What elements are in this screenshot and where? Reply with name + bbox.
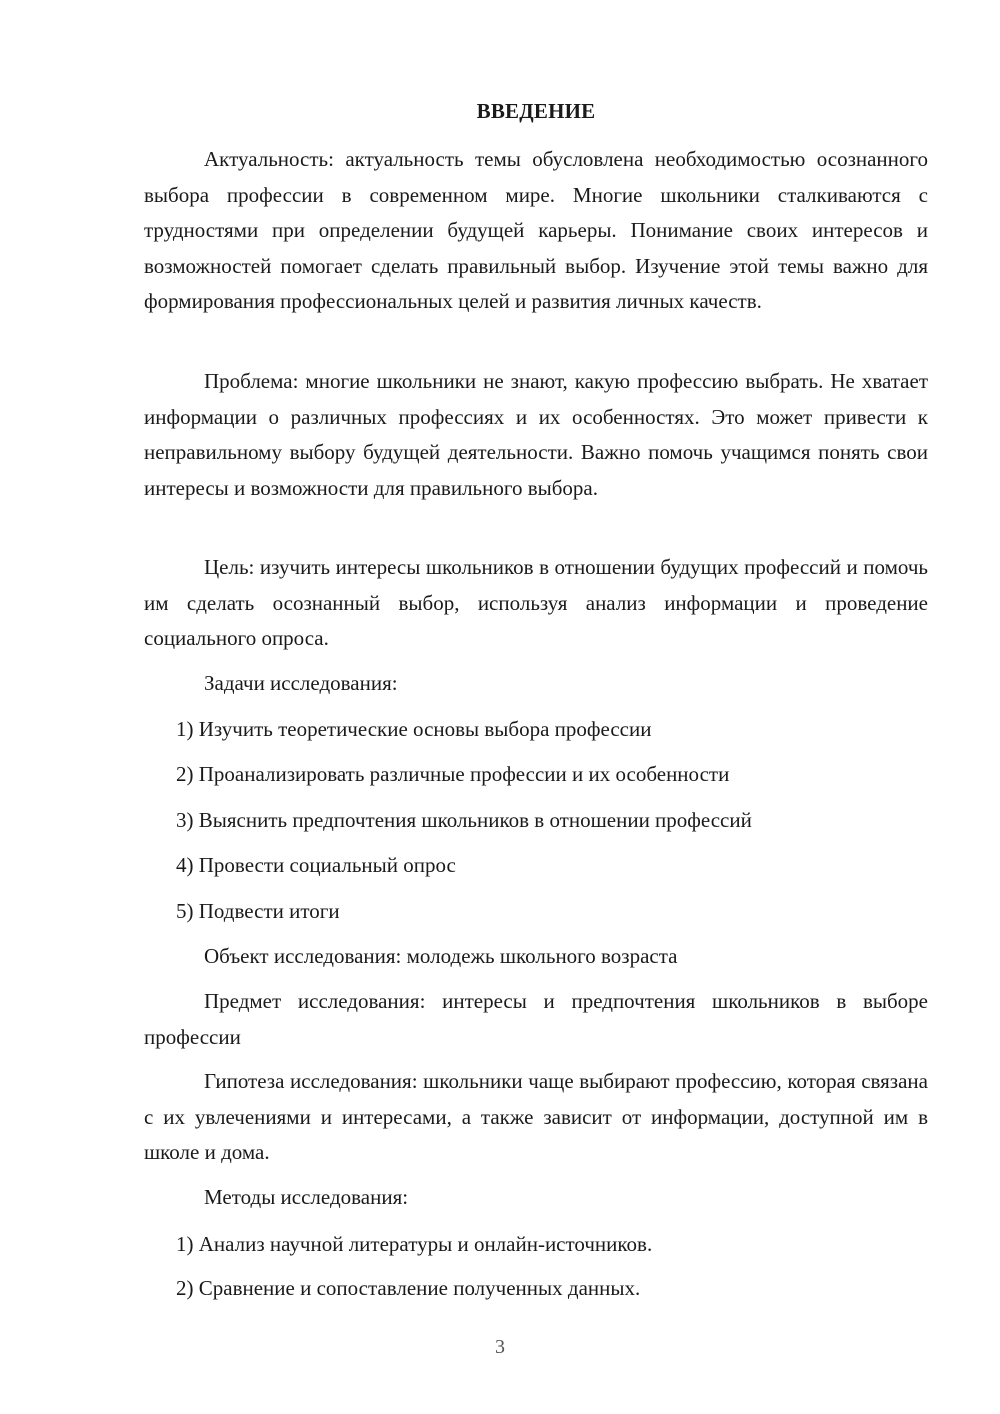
task-item-2-block [144,759,928,789]
problem-paragraph: Проблема: многие школьники не знают, какую профессию выбрать. Не хватает информации о различных профессиях и их особенностях. Это может привести к неправильному выбору будущей деятельности. Важно помочь учащимся понять свои интересы и возможности для правильного выбора. [144,369,928,500]
hypothesis-block [144,1064,928,1171]
hypothesis-paragraph: Гипотеза исследования: школьники чаще выбирают профессию, которая связана с их увлечениями и интересами, а также зависит от информации, доступной им в школе и дома. [144,1069,928,1164]
task-item: 5) Подвести итоги [176,899,340,923]
task-item-5-block [144,896,928,926]
task-item: 3) Выяснить предпочтения школьников в отношении профессий [176,808,752,832]
goal-paragraph: Цель: изучить интересы школьников в отношении будущих профессий и помочь им сделать осознанный выбор, используя анализ информации и проведение социального опроса. [144,555,928,650]
relevance-paragraph: Актуальность: актуальность темы обусловлена необходимостью осознанного выбора профессии в современном мире. Многие школьники сталкиваются с трудностями при определении будущей карьеры. Понимание своих интересов и возможностей помогает сделать правильный выбор. Изучение этой темы важно для формирования профессиональных целей и развития личных качеств. [144,147,928,313]
subject-paragraph: Предмет исследования: интересы и предпочтения школьников в выборе профессии [144,989,928,1049]
method-item-1-block [144,1229,928,1259]
task-item-1-block [144,714,928,744]
task-item-3-block [144,805,928,835]
task-item: 1) Изучить теоретические основы выбора профессии [176,717,652,741]
page-number: 3 [495,1336,505,1358]
goal-block [144,550,928,657]
tasks-heading-block [144,668,928,698]
task-item: 4) Провести социальный опрос [176,853,456,877]
problem-block [144,364,928,506]
method-item-2-block [144,1273,928,1303]
subject-block [144,984,928,1055]
object-block [144,941,928,971]
relevance-block [144,142,928,320]
object-line: Объект исследования: молодежь школьного возраста [204,944,678,968]
method-item: 1) Анализ научной литературы и онлайн-источников. [176,1232,653,1256]
tasks-heading: Задачи исследования: [204,671,398,695]
methods-heading: Методы исследования: [204,1185,409,1209]
methods-heading-block [144,1182,928,1212]
page-title: ВВЕДЕНИЕ [476,99,596,123]
task-item-4-block [144,850,928,880]
task-item: 2) Проанализировать различные профессии и их особенности [176,762,730,786]
method-item: 2) Сравнение и сопоставление полученных данных. [176,1276,641,1300]
